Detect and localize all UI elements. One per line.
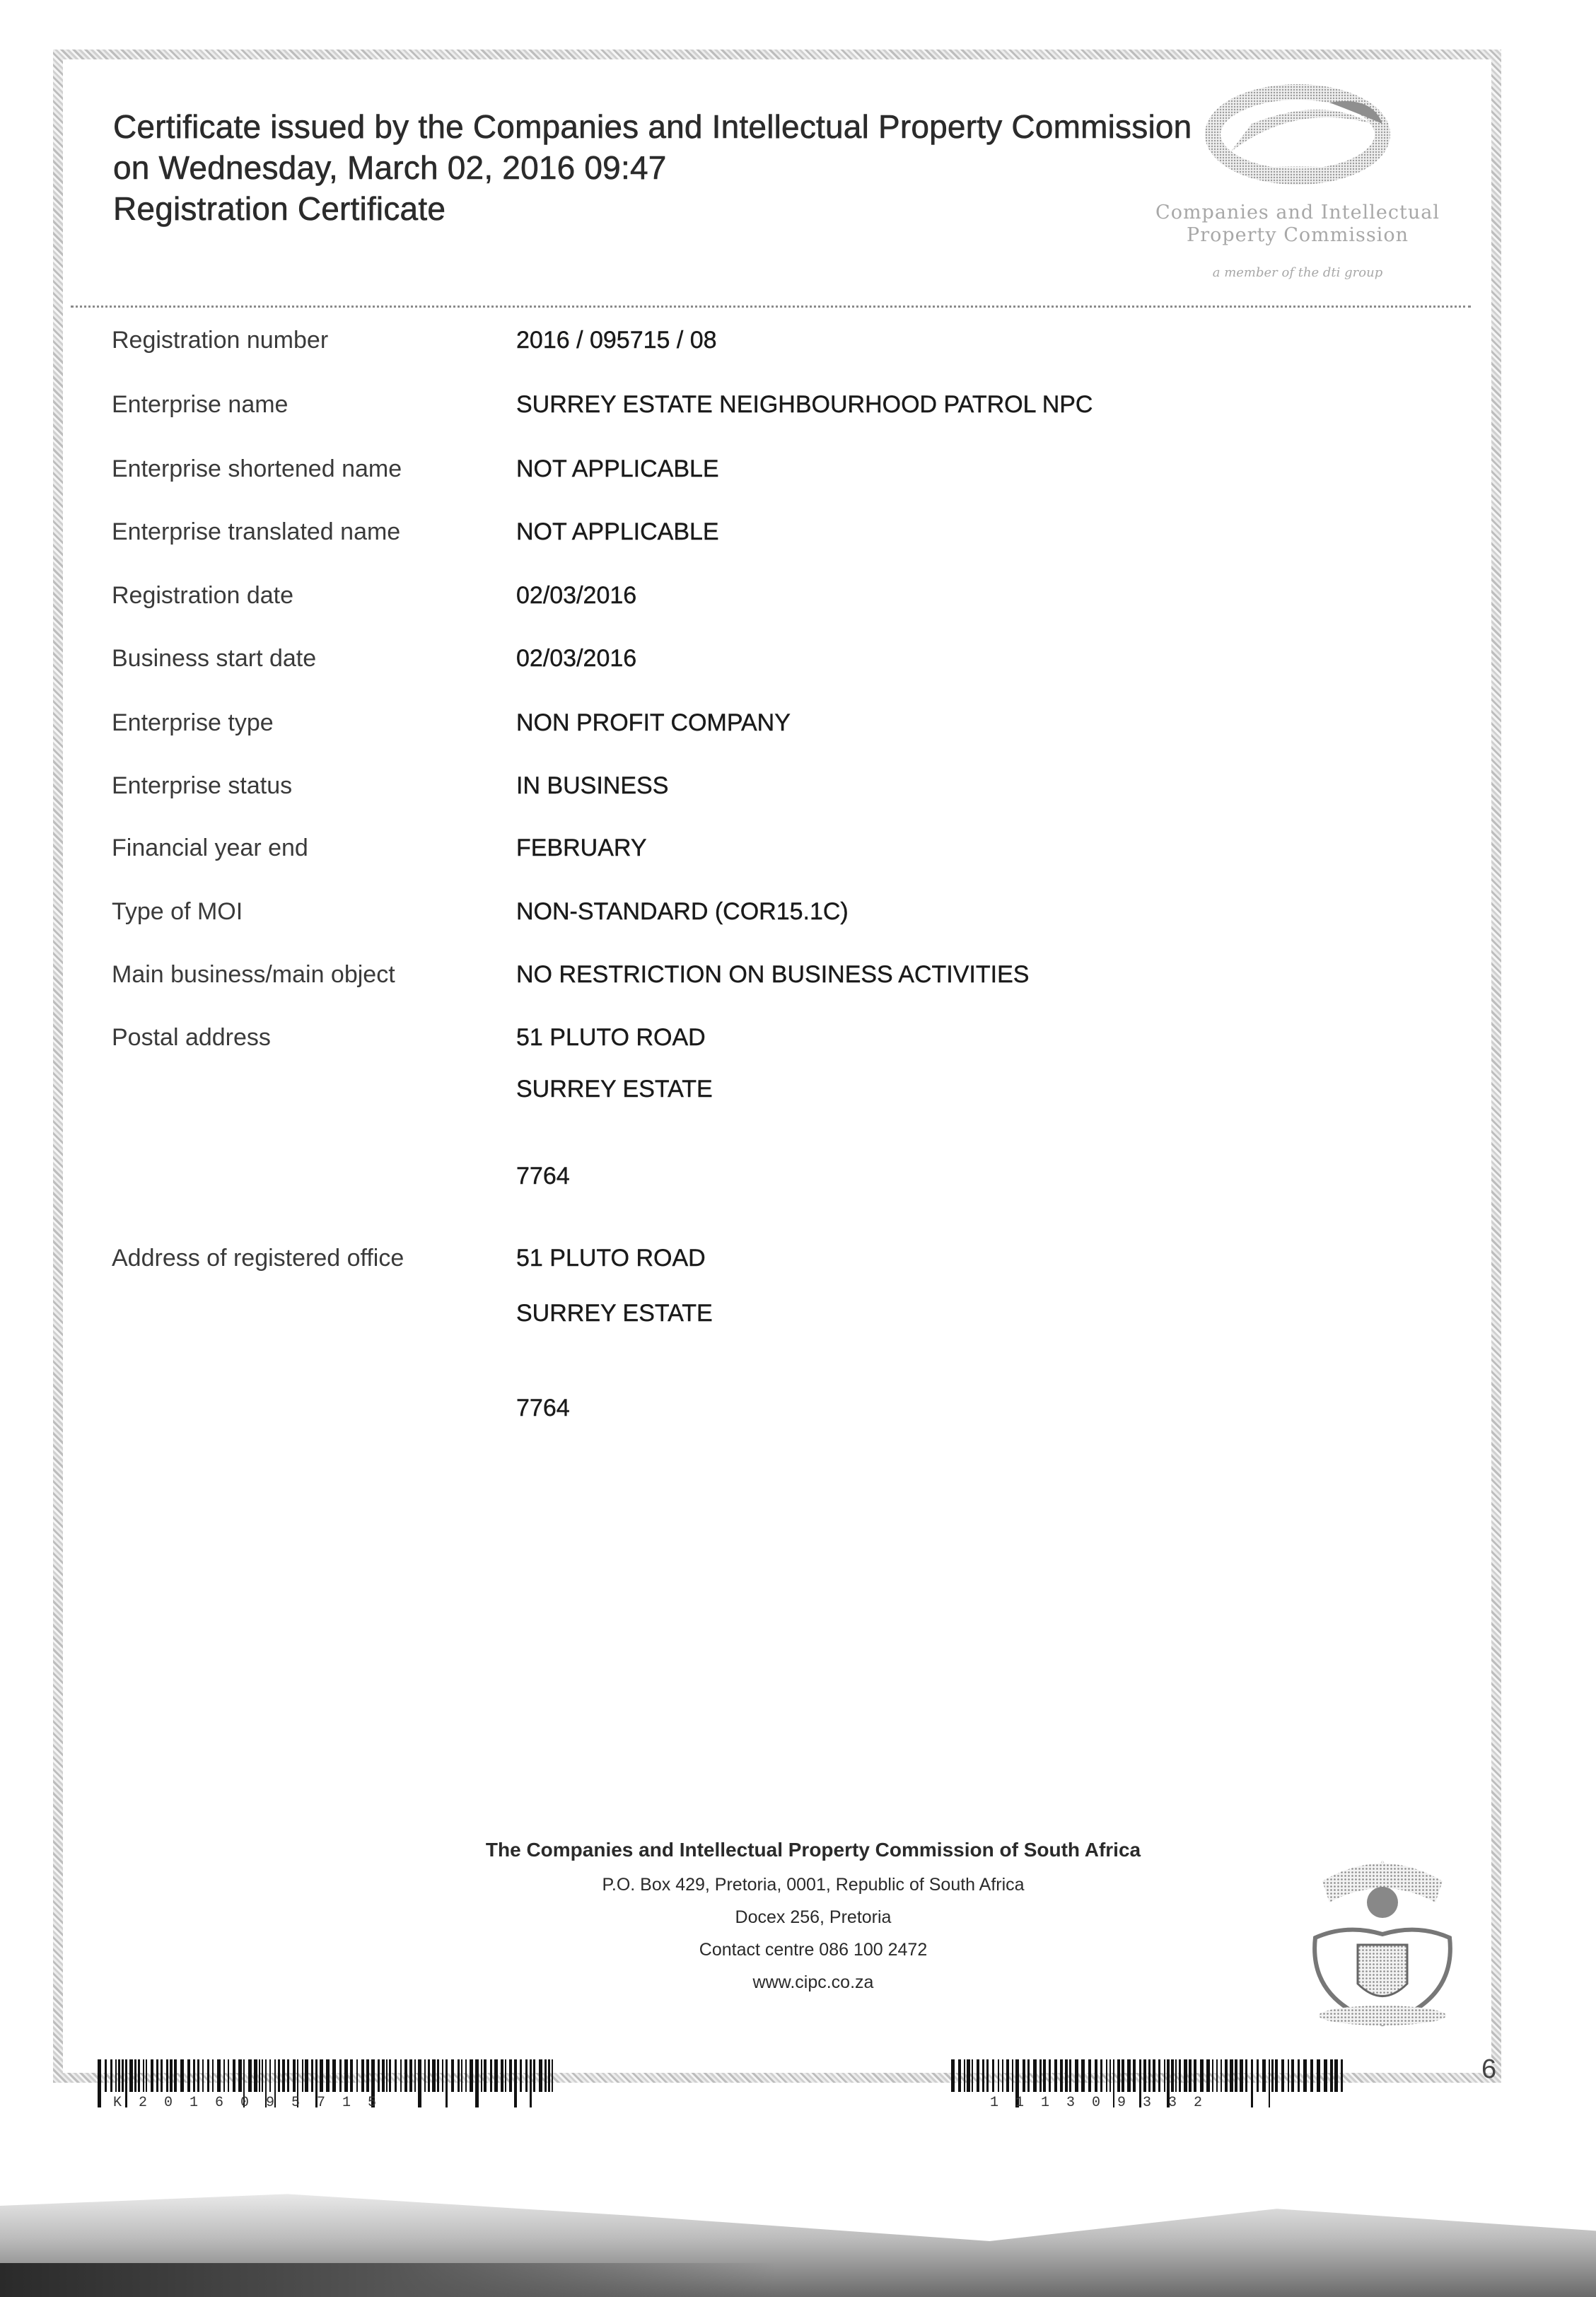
left-barcode-digits: K 2 0 1 6 0 9 5 7 1 5 [113, 2095, 377, 2111]
barcode-bar [505, 2059, 506, 2092]
barcode-bar [305, 2059, 308, 2092]
field-label: Enterprise translated name [112, 518, 401, 545]
barcode-bar [409, 2059, 412, 2092]
barcode-bar [389, 2059, 391, 2092]
barcode-bar [115, 2059, 117, 2092]
barcode-bar [1069, 2059, 1071, 2092]
barcode-bar [1245, 2059, 1247, 2092]
field-value: SURREY ESTATE NEIGHBOURHOOD PATROL NPC [516, 391, 1093, 418]
barcode-bar [998, 2059, 999, 2092]
barcode-bar [262, 2059, 263, 2092]
barcode-bar [432, 2059, 436, 2092]
postal-address-line-1: 51 PLUTO ROAD [516, 1024, 706, 1051]
barcode-bar [282, 2059, 285, 2092]
barcode-bar [1106, 2059, 1107, 2092]
field-value: 02/03/2016 [516, 645, 637, 672]
barcode-bar [530, 2059, 532, 2107]
barcode-bar [1143, 2059, 1146, 2092]
logo-line-2: Property Commission [1187, 224, 1409, 246]
barcode-bar [228, 2059, 229, 2092]
barcode-bar [1133, 2059, 1136, 2092]
barcode-bar [470, 2059, 473, 2092]
barcode-bar [320, 2059, 323, 2092]
barcode-bar [223, 2059, 225, 2092]
barcode-bar [1027, 2059, 1030, 2092]
postal-address-label: Postal address [112, 1024, 271, 1051]
postal-address-code: 7764 [516, 1163, 570, 1190]
barcode-bar [972, 2059, 973, 2092]
barcode-bar [1088, 2059, 1091, 2092]
barcode-bar [110, 2059, 112, 2092]
barcode-bar [1171, 2059, 1174, 2092]
barcode-bar [475, 2059, 479, 2107]
barcode-bar [1148, 2059, 1151, 2092]
field-label: Enterprise name [112, 391, 289, 418]
field-value: NON-STANDARD (COR15.1C) [516, 898, 849, 925]
title-line-3: Registration Certificate [113, 190, 446, 227]
barcode-bar [259, 2059, 260, 2092]
barcode-bar [490, 2059, 492, 2092]
barcode-bar [1317, 2059, 1320, 2092]
barcode-bar [217, 2059, 221, 2092]
barcode-bar [134, 2059, 136, 2092]
barcode-bar [1109, 2059, 1111, 2092]
barcode-bar [118, 2059, 120, 2092]
barcode-bar [1189, 2059, 1192, 2092]
barcode-bar [146, 2059, 147, 2092]
barcode-bar [1039, 2059, 1042, 2092]
barcode-bar [437, 2059, 439, 2092]
field-value: FEBRUARY [516, 835, 647, 861]
barcode-bar [1288, 2059, 1289, 2092]
field-value: NON PROFIT COMPANY [516, 709, 791, 736]
barcode-bar [548, 2059, 550, 2092]
barcode-bar [1075, 2059, 1078, 2092]
barcode-bar [1341, 2059, 1343, 2092]
barcode-bar [1281, 2059, 1284, 2092]
barcode-bar [958, 2059, 961, 2092]
barcode-bar [395, 2059, 397, 2092]
barcode-bar [494, 2059, 498, 2092]
barcode-bar [151, 2059, 153, 2092]
barcode-bar [302, 2059, 303, 2092]
barcode-bar [1194, 2059, 1196, 2092]
barcode-bar [977, 2059, 979, 2092]
certificate-title [113, 106, 1192, 229]
title-line-1: Certificate issued by the Companies and Intellectual Property Commission [113, 108, 1192, 145]
barcode-bar [1257, 2059, 1259, 2092]
barcode-bar [287, 2059, 289, 2092]
barcode-bar [1298, 2059, 1300, 2092]
barcode-bar [481, 2059, 482, 2092]
barcode-bar [514, 2059, 517, 2107]
barcode-bar [458, 2059, 460, 2092]
registered-office-line-2: SURREY ESTATE [516, 1300, 713, 1327]
barcode-bar [400, 2059, 402, 2092]
barcode-bar [414, 2059, 416, 2092]
registered-office-line-1: 51 PLUTO ROAD [516, 1245, 706, 1272]
field-value: NOT APPLICABLE [516, 455, 719, 482]
barcode-bar [1240, 2059, 1243, 2092]
barcode-bar [278, 2059, 280, 2092]
barcode-bar [986, 2059, 989, 2092]
footer-contact-centre: Contact centre 086 100 2472 [699, 1940, 928, 1960]
barcode-bar [1100, 2059, 1102, 2092]
barcode-bar [445, 2059, 448, 2107]
barcode-bar [509, 2059, 512, 2092]
barcode-bar [1081, 2059, 1085, 2092]
field-value: 02/03/2016 [516, 582, 637, 609]
field-value: NOT APPLICABLE [516, 518, 719, 545]
barcode-bar [964, 2059, 965, 2092]
field-label: Financial year end [112, 835, 308, 861]
field-label: Main business/main object [112, 961, 395, 988]
registered-office-code: 7764 [516, 1395, 570, 1421]
barcode-bar [166, 2059, 168, 2092]
barcode-bar [418, 2059, 421, 2107]
barcode-bar [404, 2059, 407, 2092]
registered-office-label: Address of registered office [112, 1245, 404, 1272]
postal-address-line-2: SURREY ESTATE [516, 1076, 713, 1103]
barcode-bar [161, 2059, 163, 2092]
field-label: Enterprise shortened name [112, 455, 402, 482]
barcode-bar [180, 2059, 184, 2092]
barcode-bar [1012, 2059, 1013, 2092]
field-value: IN BUSINESS [516, 772, 669, 799]
barcode-bar [442, 2059, 443, 2092]
barcode-bar [424, 2059, 426, 2092]
barcode-bar [1303, 2059, 1307, 2092]
barcode-bar [1251, 2059, 1253, 2107]
barcode-bar [1291, 2059, 1294, 2092]
footer-docex: Docex 256, Pretoria [735, 1907, 892, 1927]
title-line-2: on Wednesday, March 02, 2016 09:47 [113, 149, 667, 186]
barcode-bar [1095, 2059, 1097, 2092]
barcode-bar [1206, 2059, 1210, 2092]
barcode-bar [544, 2059, 547, 2092]
cipc-logo [1146, 74, 1450, 293]
field-label: Registration number [112, 327, 329, 354]
barcode-bar [174, 2059, 177, 2092]
barcode-bar [332, 2059, 336, 2092]
field-label: Business start date [112, 645, 317, 672]
barcode-bar [1023, 2059, 1025, 2092]
barcode-bar [525, 2059, 528, 2092]
barcode-bar [339, 2059, 342, 2092]
barcode-bar [951, 2059, 955, 2092]
barcode-bar [1275, 2059, 1278, 2092]
footer-website: www.cipc.co.za [752, 1972, 874, 1992]
barcode-bar [1262, 2059, 1266, 2092]
barcode-bar [238, 2059, 242, 2092]
barcode-bar [1179, 2059, 1181, 2092]
barcode-bar [254, 2059, 257, 2092]
barcode-bar [233, 2059, 235, 2092]
barcode-bar [982, 2059, 984, 2092]
barcode-bar [1221, 2059, 1222, 2092]
barcode-bar [143, 2059, 144, 2092]
barcode-bar [1122, 2059, 1124, 2092]
barcode-bar [138, 2059, 140, 2092]
barcode-bar [552, 2059, 553, 2092]
barcode-bar [1271, 2059, 1274, 2092]
barcode-bar [992, 2059, 994, 2092]
barcode-bar [1230, 2059, 1233, 2092]
barcode-bar [212, 2059, 214, 2092]
barcode-bar [1006, 2059, 1009, 2092]
barcode-bar [386, 2059, 388, 2092]
barcode-bar [293, 2059, 296, 2092]
barcode-bar [1043, 2059, 1046, 2092]
coat-of-arms-icon [1294, 1839, 1471, 2037]
barcode-bar [1065, 2059, 1068, 2092]
barcode-bar [1153, 2059, 1155, 2092]
cipc-logo-icon [1146, 74, 1450, 202]
barcode-bar [382, 2059, 385, 2092]
barcode-bar [98, 2059, 101, 2107]
barcode-bar [356, 2059, 358, 2092]
barcode-bar [428, 2059, 430, 2092]
field-label: Enterprise type [112, 709, 274, 736]
field-value: NO RESTRICTION ON BUSINESS ACTIVITIES [516, 961, 1030, 988]
barcode-bar [1334, 2059, 1338, 2092]
barcode-bar [484, 2059, 487, 2092]
barcode-bar [451, 2059, 454, 2092]
barcode-bar [366, 2059, 369, 2092]
barcode-bar [1002, 2059, 1003, 2092]
field-label: Type of MOI [112, 898, 243, 925]
barcode-bar [1049, 2059, 1051, 2092]
barcode-bar [248, 2059, 252, 2092]
barcode-bar [156, 2059, 158, 2092]
barcode-bar [269, 2059, 271, 2092]
header-divider [71, 306, 1471, 308]
scan-edge [0, 2263, 778, 2297]
field-value: 2016 / 095715 / 08 [516, 327, 717, 354]
barcode-bar [1269, 2059, 1270, 2107]
barcode-bar [344, 2059, 348, 2092]
certificate-border [53, 50, 1501, 2083]
barcode-bar [465, 2059, 467, 2092]
barcode-bar [129, 2059, 133, 2092]
page-number: 6 [1481, 2054, 1497, 2084]
barcode-bar [461, 2059, 462, 2092]
barcode-bar [207, 2059, 209, 2092]
barcode-bar [202, 2059, 204, 2092]
barcode-bar [187, 2059, 190, 2092]
barcode-bar [1158, 2059, 1160, 2092]
barcode-bar [1117, 2059, 1120, 2092]
barcode-bar [1235, 2059, 1237, 2092]
logo-line-1: Companies and Intellectual [1155, 202, 1440, 223]
barcode-bar [1127, 2059, 1131, 2092]
barcode-bar [1330, 2059, 1333, 2092]
barcode-bar [520, 2059, 522, 2092]
barcode-bar [501, 2059, 503, 2092]
barcode-bar [1033, 2059, 1037, 2092]
barcode-bar [122, 2059, 124, 2092]
barcode-bar [311, 2059, 313, 2092]
barcode-bar [1164, 2059, 1165, 2092]
field-label: Registration date [112, 582, 294, 609]
barcode-bar [1324, 2059, 1327, 2092]
footer-address: P.O. Box 429, Pretoria, 0001, Republic of South Africa [602, 1875, 1025, 1895]
barcode-bar [197, 2059, 199, 2092]
barcode-bar [1054, 2059, 1057, 2092]
barcode-bar [326, 2059, 330, 2092]
barcode-bar [378, 2059, 380, 2092]
barcode-bar [1225, 2059, 1228, 2092]
barcode-bar [1216, 2059, 1218, 2092]
barcode-bar [350, 2059, 353, 2092]
barcode-bar [170, 2059, 173, 2092]
footer-contact [424, 1839, 1202, 1999]
barcode-bar [193, 2059, 195, 2092]
right-barcode-digits: 1 1 1 3 0 9 3 3 2 [990, 2095, 1203, 2111]
barcode-bar [533, 2059, 535, 2092]
barcode-bar [105, 2059, 107, 2092]
logo-line-3: a member of the dti group [1212, 265, 1383, 280]
barcode-bar [1175, 2059, 1177, 2092]
field-label: Enterprise status [112, 772, 293, 799]
barcode-bar [1212, 2059, 1213, 2092]
coat-of-arms [1294, 1839, 1471, 2037]
barcode-bar [1060, 2059, 1063, 2092]
footer-org: The Companies and Intellectual Property Commission of South Africa [485, 1839, 1141, 1861]
barcode-bar [361, 2059, 364, 2092]
barcode-bar [1184, 2059, 1187, 2092]
barcode-bar [1200, 2059, 1204, 2092]
barcode-bar [967, 2059, 970, 2092]
barcode-bar [1310, 2059, 1313, 2092]
barcode-bar [539, 2059, 542, 2092]
